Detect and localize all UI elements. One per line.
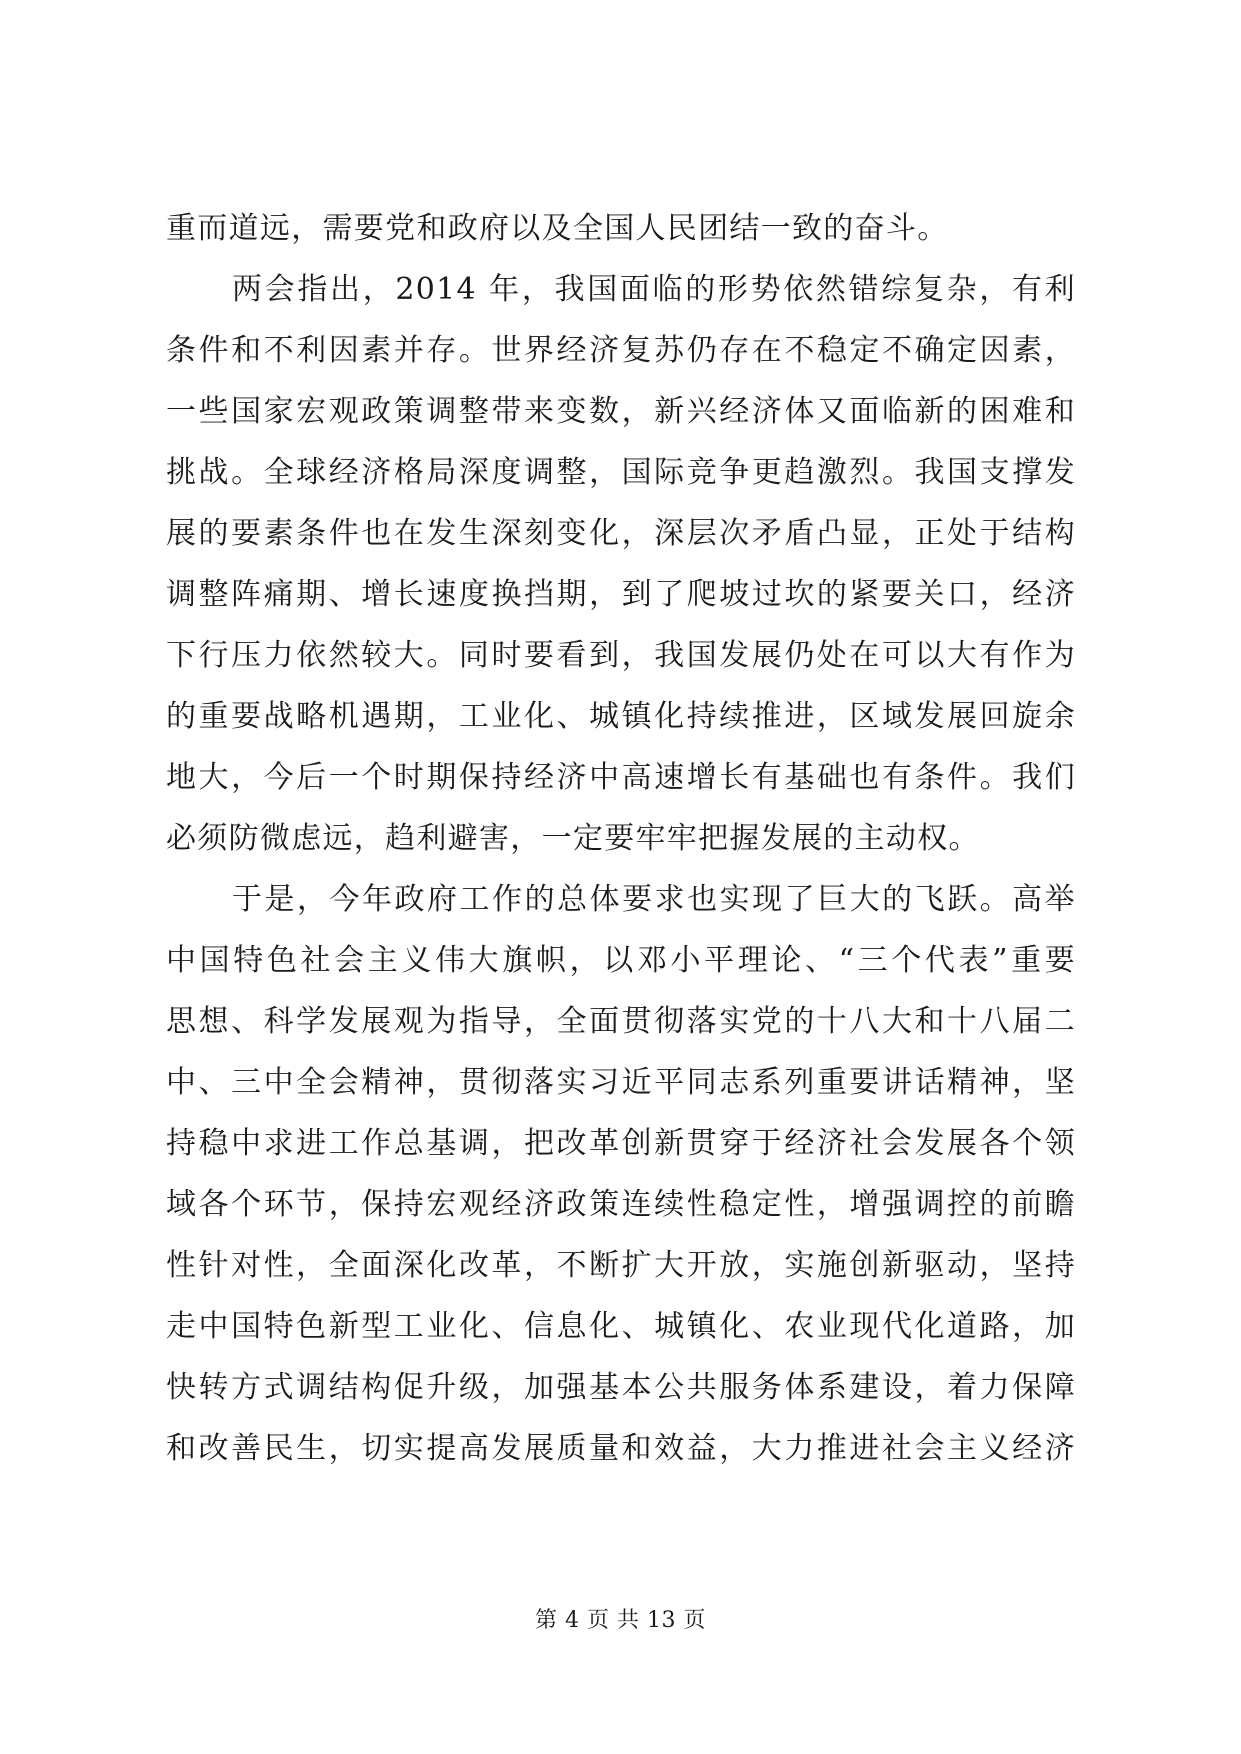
text-line: 性针对性，全面深化改革，不断扩大开放，实施创新驱动，坚持 xyxy=(166,1248,1076,1283)
text-line: 快转方式调结构促升级，加强基本公共服务体系建设，着力保障 xyxy=(166,1370,1076,1405)
text-line: 持稳中求进工作总基调，把改革创新贯穿于经济社会发展各个领 xyxy=(166,1126,1076,1161)
text-line: 中国特色社会主义伟大旗帜，以邓小平理论、“三个代表”重要 xyxy=(166,943,1076,978)
text-line: 的重要战略机遇期，工业化、城镇化持续推进，区域发展回旋余 xyxy=(166,699,1076,734)
page-number: 第 4 页 共 13 页 xyxy=(535,1608,706,1633)
text-line: 挑战。全球经济格局深度调整，国际竞争更趋激烈。我国支撑发 xyxy=(166,455,1076,490)
text-line: 调整阵痛期、增长速度换挡期，到了爬坡过坎的紧要关口，经济 xyxy=(166,577,1076,612)
body-text xyxy=(166,198,1076,1479)
text-line: 域各个环节，保持宏观经济政策连续性稳定性，增强调控的前瞻 xyxy=(166,1187,1076,1222)
text-line: 条件和不利因素并存。世界经济复苏仍存在不稳定不确定因素， xyxy=(166,333,1076,368)
text-line: 重而道远，需要党和政府以及全国人民团结一致的奋斗。 xyxy=(166,211,949,246)
text-line: 展的要素条件也在发生深刻变化，深层次矛盾凸显，正处于结构 xyxy=(166,516,1076,551)
text-line: 地大，今后一个时期保持经济中高速增长有基础也有条件。我们 xyxy=(166,760,1076,795)
text-line: 思想、科学发展观为指导，全面贯彻落实党的十八大和十八届二 xyxy=(166,1004,1076,1039)
text-line: 两会指出，2014 年，我国面临的形势依然错综复杂，有利 xyxy=(232,272,1076,307)
text-line: 于是，今年政府工作的总体要求也实现了巨大的飞跃。高举 xyxy=(232,882,1076,917)
text-line: 一些国家宏观政策调整带来变数，新兴经济体又面临新的困难和 xyxy=(166,394,1076,429)
text-line: 下行压力依然较大。同时要看到，我国发展仍处在可以大有作为 xyxy=(166,638,1076,673)
text-line: 中、三中全会精神，贯彻落实习近平同志系列重要讲话精神，坚 xyxy=(166,1065,1076,1100)
text-line: 必须防微虑远，趋利避害，一定要牢牢把握发展的主动权。 xyxy=(166,821,980,856)
text-line: 走中国特色新型工业化、信息化、城镇化、农业现代化道路，加 xyxy=(166,1309,1076,1344)
text-line: 和改善民生，切实提高发展质量和效益，大力推进社会主义经济 xyxy=(166,1431,1076,1466)
